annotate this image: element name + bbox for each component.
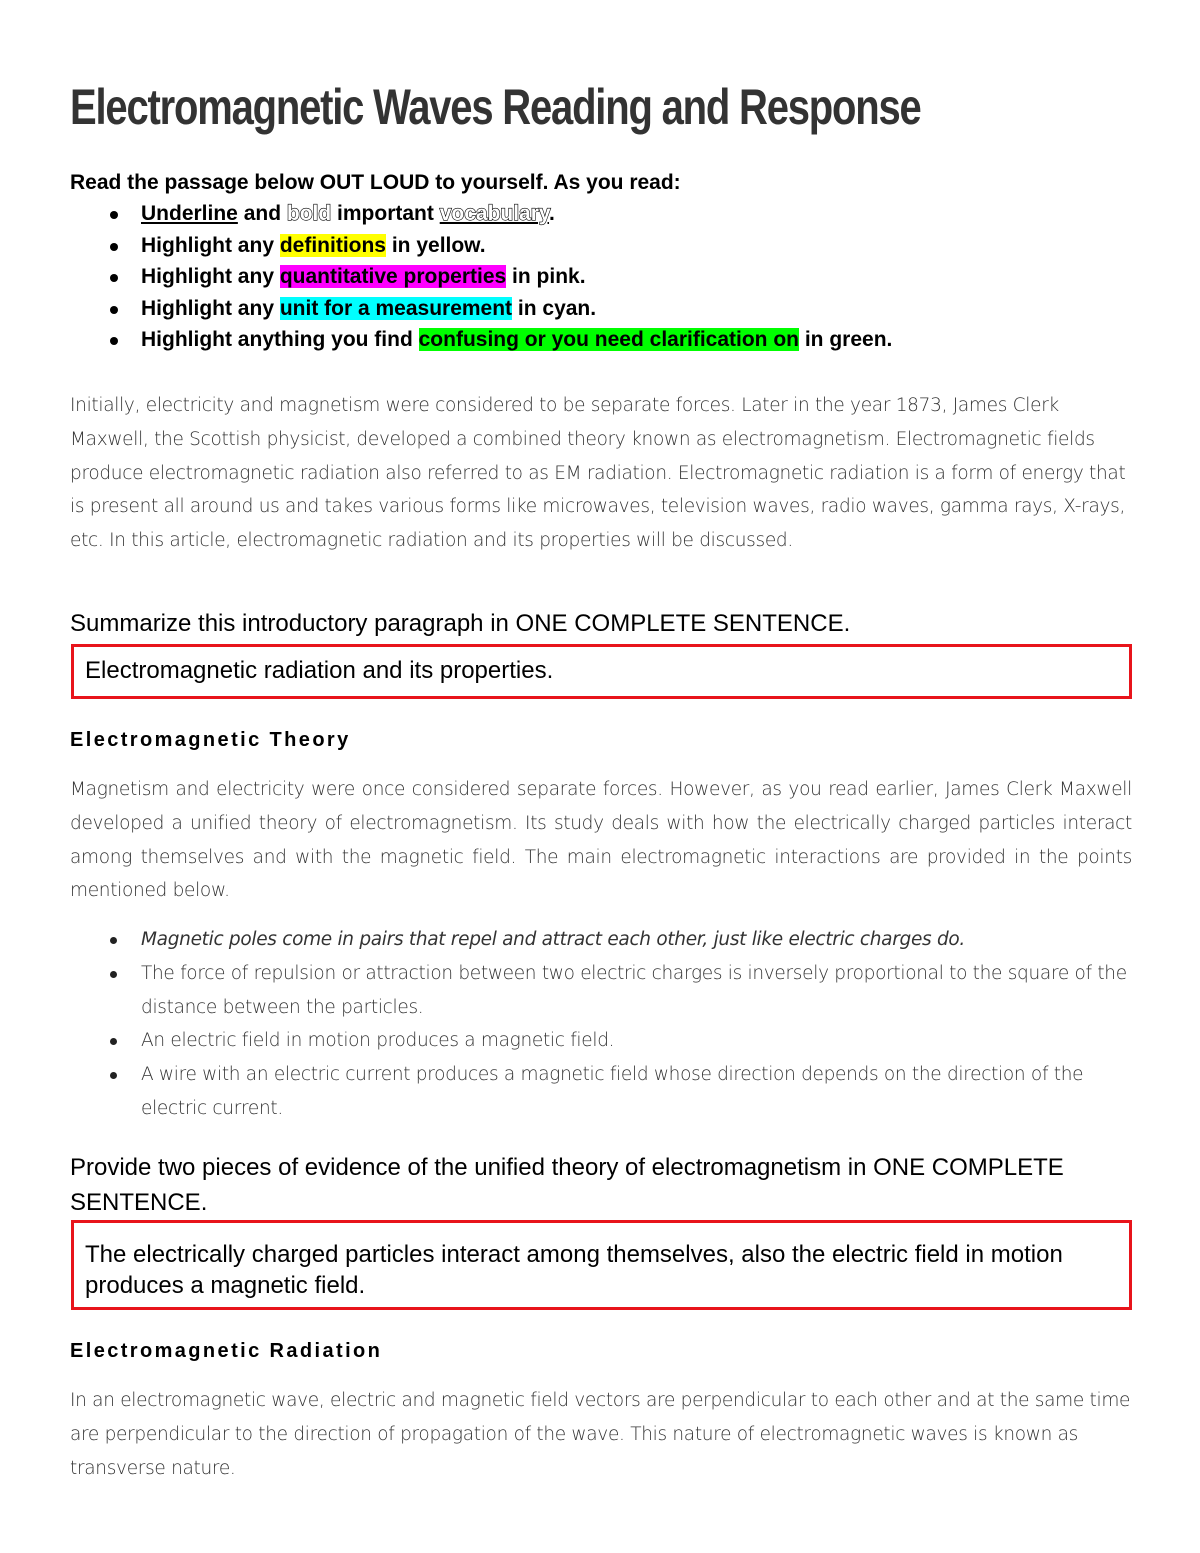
question-2-answer-box[interactable]: The electrically charged particles interact among themselves, also the electric field in motion produces a magnetic field. — [71, 1220, 1132, 1310]
question-2-prompt: Provide two pieces of evidence of the unified theory of electromagnetism in ONE COMPLETE SENTENCE. — [70, 1154, 1064, 1216]
and-text: and — [237, 202, 287, 225]
green-highlight: confusing or you need clarification on — [418, 328, 799, 352]
instruction-prefix: Highlight anything you find — [141, 328, 419, 352]
instruction-suffix: in yellow. — [386, 233, 486, 257]
underline-word: Underline — [141, 202, 238, 225]
radiation-paragraph: In an electromagnetic wave, electric and magnetic field vectors are perpendicular to each other and at the same time are perpendicular to the direction of propagation of the wave. This nature of electromagnetic waves is known as transverse nature. — [70, 1390, 1131, 1479]
instruction-pink — [70, 262, 892, 294]
theory-bullet-list — [70, 923, 1132, 1126]
instruction-suffix: in green. — [799, 328, 893, 352]
instruction-suffix: in pink. — [506, 265, 586, 289]
theory-paragraph: Magnetism and electricity were once considered separate forces. However, as you read earlier, James Clerk Maxwell developed a unified theory of electromagnetism. Its study deals with how the electrically charged particles interact among themselves and with the magnetic field. The main electromagnetic interactions are provided in the points mentioned below. — [70, 779, 1132, 902]
instructions-list — [70, 199, 892, 357]
instruction-suffix: in cyan. — [512, 296, 597, 320]
instruction-yellow — [70, 231, 892, 263]
page-title: Electromagnetic Waves Reading and Response — [70, 79, 921, 135]
cyan-highlight: unit for a measurement — [279, 296, 513, 320]
pink-highlight: quantitative properties — [279, 265, 507, 289]
list-item: The force of repulsion or attraction between two electric charges is inversely proportional to the square of the distance between the particles. — [70, 957, 1132, 1025]
instruction-cyan — [70, 294, 892, 326]
question-1-prompt: Summarize this introductory paragraph in ONE COMPLETE SENTENCE. — [70, 610, 851, 637]
instruction-prefix: Highlight any — [141, 296, 280, 320]
instruction-underline — [70, 199, 892, 231]
list-item: An electric field in motion produces a magnetic field. — [70, 1024, 1132, 1058]
instruction-prefix: Highlight any — [141, 233, 280, 257]
bold-word: bold — [286, 202, 332, 225]
instruction-green — [70, 325, 892, 357]
instructions-intro: Read the passage below OUT LOUD to yourself. As you read: — [70, 171, 681, 194]
intro-paragraph: Initially, electricity and magnetism were considered to be separate forces. Later in the year 1873, James Clerk Maxwell, the Scottish physicist, developed a combined theory known as electromagnetism. Electromagnetic fields produce electromagnetic radiation also referred to as EM radiation. Electromagnetic radiation is a form of energy that is present all around us and takes various forms like microwaves, television waves, radio waves, gamma rays, X-rays, etc. In this article, electromagnetic radiation and its properties will be discussed. — [70, 395, 1126, 552]
yellow-highlight: definitions — [279, 233, 386, 257]
vocabulary-word: vocabulary — [439, 202, 550, 225]
list-item: A wire with an electric current produces a magnetic field whose direction depends on the direction of the electric current. — [70, 1058, 1132, 1126]
section-heading-radiation: Electromagnetic Radiation — [70, 1340, 383, 1362]
question-1-answer-box[interactable]: Electromagnetic radiation and its properties. — [71, 644, 1132, 699]
period-text: . — [549, 202, 555, 225]
section-heading-theory: Electromagnetic Theory — [70, 729, 351, 751]
list-item: Magnetic poles come in pairs that repel and attract each other, just like electric charges do. — [70, 923, 1132, 957]
instruction-prefix: Highlight any — [141, 265, 280, 289]
important-text: important — [331, 202, 440, 225]
